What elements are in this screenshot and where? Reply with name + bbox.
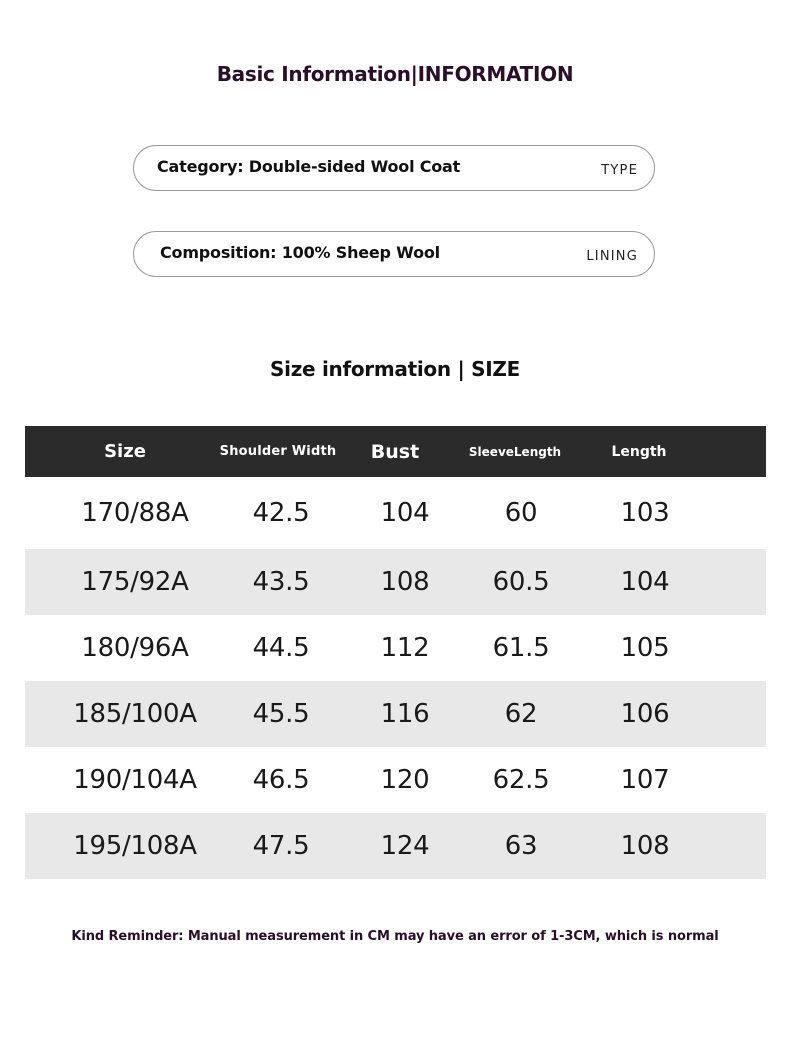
size-information-title: Size information | SIZE (270, 357, 520, 381)
header-sleeve-line1: Sleeve (468, 444, 514, 459)
cell-bust: 120 (380, 765, 430, 795)
composition-info-pill (133, 231, 655, 277)
cell-size: 195/108A (73, 831, 197, 861)
cell-bust: 112 (380, 633, 430, 663)
cell-bust: 116 (380, 699, 430, 729)
category-info-pill (133, 145, 655, 191)
cell-length: 105 (620, 633, 670, 663)
cell-sleeve-length: 63 (504, 831, 538, 861)
cell-size: 190/104A (73, 765, 197, 795)
size-table (25, 426, 766, 879)
cell-sleeve-length: 62.5 (492, 765, 550, 795)
composition-text: Composition: 100% Sheep Wool (160, 243, 440, 262)
cell-sleeve-length: 62 (504, 699, 538, 729)
category-text: Category: Double-sided Wool Coat (157, 157, 461, 176)
header-sleeve-line2: Length (513, 444, 562, 459)
kind-reminder-note: Kind Reminder: Manual measurement in CM may have an error of 1-3CM, which is normal (71, 929, 719, 944)
cell-shoulder-width: 42.5 (252, 498, 310, 528)
cell-sleeve-length: 60.5 (492, 567, 550, 597)
cell-shoulder-width: 47.5 (252, 831, 310, 861)
basic-information-title: Basic Information|INFORMATION (216, 62, 574, 86)
cell-length: 106 (620, 699, 670, 729)
lining-tag: LINING (586, 249, 638, 264)
cell-sleeve-length: 60 (504, 498, 538, 528)
header-size: Size (104, 441, 146, 462)
cell-size: 170/88A (81, 498, 189, 528)
cell-size: 185/100A (73, 699, 197, 729)
cell-length: 108 (620, 831, 670, 861)
cell-shoulder-width: 44.5 (252, 633, 310, 663)
cell-length: 107 (620, 765, 670, 795)
type-tag: TYPE (601, 163, 638, 178)
cell-length: 104 (620, 567, 670, 597)
cell-shoulder-width: 45.5 (252, 699, 310, 729)
cell-size: 175/92A (81, 567, 189, 597)
table-row (25, 813, 766, 879)
cell-shoulder-width: 43.5 (252, 567, 310, 597)
size-table-header (25, 426, 766, 477)
table-row (25, 681, 766, 747)
cell-size: 180/96A (81, 633, 189, 663)
cell-bust: 104 (380, 498, 430, 528)
table-row (25, 549, 766, 615)
header-sleeve-length (468, 426, 562, 477)
cell-shoulder-width: 46.5 (252, 765, 310, 795)
header-bust: Bust (370, 440, 420, 463)
cell-bust: 124 (380, 831, 430, 861)
header-length: Length (611, 443, 667, 460)
table-row (25, 747, 766, 813)
header-shoulder-width: Shoulder Width (219, 444, 337, 459)
cell-sleeve-length: 61.5 (492, 633, 550, 663)
cell-bust: 108 (380, 567, 430, 597)
cell-length: 103 (620, 498, 670, 528)
table-row (25, 477, 766, 549)
table-row (25, 615, 766, 681)
